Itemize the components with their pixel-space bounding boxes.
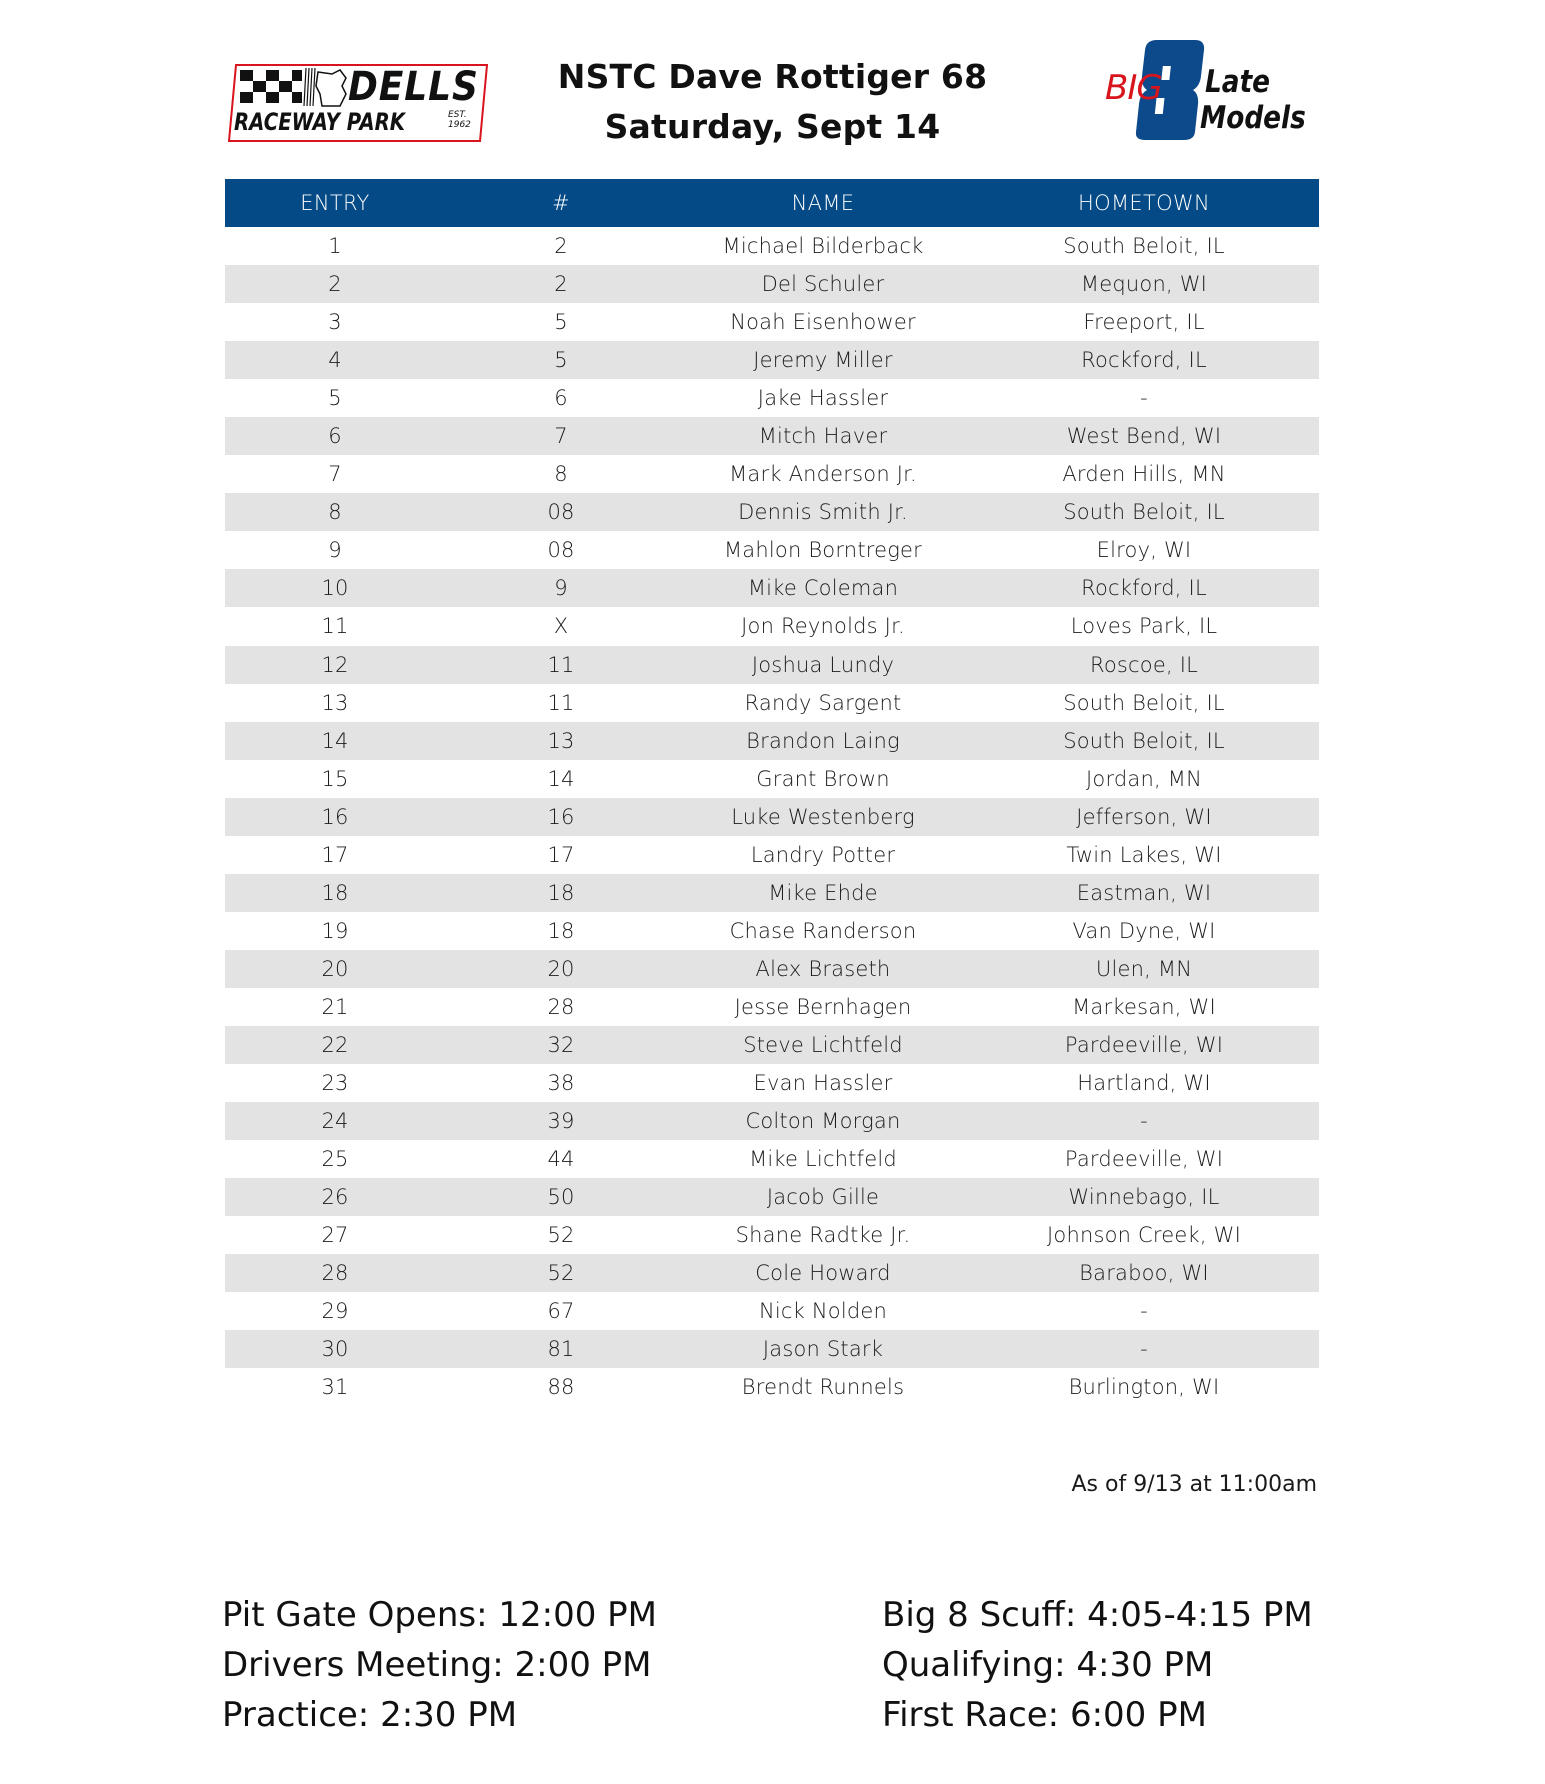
table-row (225, 1292, 1319, 1330)
cell-entry: 5 (328, 386, 342, 411)
cell-hometown: Twin Lakes, WI (1066, 842, 1222, 867)
cell-hometown: West Bend, WI (1066, 424, 1222, 449)
cell-car-number: 18 (547, 918, 575, 943)
cell-entry: 14 (321, 728, 349, 753)
cell-driver-name: Jacob Gille (766, 1185, 880, 1210)
cell-entry: 27 (321, 1223, 349, 1248)
schedule-right-column (882, 1590, 1313, 1740)
table-row (225, 1102, 1319, 1140)
cell-car-number: X (553, 614, 569, 639)
table-row (225, 1216, 1319, 1254)
cell-hometown: Baraboo, WI (1079, 1261, 1209, 1286)
cell-driver-name: Brendt Runnels (741, 1375, 905, 1400)
cell-hometown: South Beloit, IL (1063, 500, 1225, 525)
table-row (225, 798, 1319, 836)
cell-hometown: Johnson Creek, WI (1047, 1223, 1241, 1248)
cell-hometown: Loves Park, IL (1070, 614, 1218, 639)
cell-driver-name: Jesse Bernhagen (734, 994, 912, 1019)
cell-entry: 25 (321, 1147, 349, 1172)
cell-entry: 7 (328, 462, 342, 487)
cell-hometown: - (1140, 1337, 1148, 1362)
cell-entry: 23 (321, 1071, 349, 1096)
dells-wordmark: DELLS (348, 64, 479, 110)
table-body (225, 227, 1319, 1406)
cell-driver-name: Nick Nolden (758, 1299, 888, 1324)
cell-hometown: Roscoe, IL (1090, 652, 1198, 677)
cell-car-number: 8 (554, 462, 568, 487)
column-header-name: NAME (791, 191, 855, 215)
table-row (225, 341, 1319, 379)
cell-hometown: Rockford, IL (1081, 348, 1207, 373)
table-row (225, 607, 1319, 645)
cell-car-number: 28 (547, 994, 575, 1019)
cell-driver-name: Cole Howard (755, 1261, 891, 1286)
table-row (225, 646, 1319, 684)
cell-car-number: 88 (547, 1375, 575, 1400)
cell-driver-name: Landry Potter (750, 842, 896, 867)
cell-entry: 2 (328, 272, 342, 297)
cell-entry: 24 (321, 1109, 349, 1134)
cell-car-number: 44 (547, 1147, 575, 1172)
table-row (225, 1330, 1319, 1368)
cell-entry: 29 (321, 1299, 349, 1324)
cell-car-number: 7 (554, 424, 568, 449)
cell-car-number: 32 (547, 1033, 575, 1057)
cell-car-number: 39 (547, 1109, 575, 1134)
cell-driver-name: Evan Hassler (753, 1071, 893, 1096)
cell-car-number: 9 (554, 576, 568, 601)
cell-entry: 6 (328, 424, 342, 449)
table-row (225, 836, 1319, 874)
cell-driver-name: Grant Brown (756, 766, 890, 791)
cell-hometown: Pardeeville, WI (1064, 1033, 1224, 1057)
schedule-practice: Practice: 2:30 PM (222, 1695, 518, 1735)
cell-hometown: Elroy, WI (1096, 538, 1192, 563)
table-row (225, 1064, 1319, 1102)
cell-driver-name: Mahlon Borntreger (723, 538, 923, 563)
cell-driver-name: Michael Bilderback (722, 234, 924, 259)
cell-entry: 3 (328, 310, 342, 335)
cell-car-number: 2 (554, 272, 568, 297)
cell-hometown: Burlington, WI (1068, 1375, 1220, 1400)
cell-hometown: - (1140, 1299, 1148, 1324)
cell-hometown: South Beloit, IL (1063, 690, 1225, 715)
cell-car-number: 14 (547, 766, 575, 791)
table-row (225, 722, 1319, 760)
last-updated-note: As of 9/13 at 11:00am (1071, 1472, 1317, 1497)
cell-entry: 1 (328, 234, 342, 259)
entry-list-table (225, 179, 1319, 1406)
cell-driver-name: Mike Lichtfeld (749, 1147, 897, 1172)
table-row (225, 1368, 1319, 1406)
raceway-park-wordmark: RACEWAY PARK (234, 108, 406, 136)
cell-driver-name: Colton Morgan (745, 1109, 901, 1134)
cell-car-number: 5 (554, 348, 568, 373)
schedule-scuff: Big 8 Scuff: 4:05-4:15 PM (882, 1595, 1313, 1635)
table-row (225, 912, 1319, 950)
cell-hometown: Markesan, WI (1072, 994, 1216, 1019)
cell-car-number: 20 (547, 956, 575, 981)
cell-entry: 19 (321, 918, 349, 943)
table-header (225, 179, 1319, 227)
cell-entry: 26 (321, 1185, 349, 1210)
cell-entry: 8 (328, 500, 342, 525)
cell-driver-name: Jon Reynolds Jr. (741, 614, 905, 639)
cell-hometown: South Beloit, IL (1063, 728, 1225, 753)
cell-driver-name: Mark Anderson Jr. (729, 462, 917, 487)
schedule-pit-gate: Pit Gate Opens: 12:00 PM (222, 1595, 657, 1635)
table-row (225, 1026, 1319, 1064)
cell-entry: 12 (321, 652, 349, 677)
cell-entry: 13 (321, 690, 349, 715)
cell-entry: 18 (321, 880, 349, 905)
schedule-left-column (222, 1590, 657, 1740)
table-row (225, 531, 1319, 569)
cell-car-number: 08 (547, 538, 575, 563)
cell-car-number: 6 (554, 386, 568, 411)
table-row (225, 1140, 1319, 1178)
schedule-first-race: First Race: 6:00 PM (882, 1695, 1207, 1735)
cell-hometown: South Beloit, IL (1063, 234, 1225, 259)
cell-hometown: Hartland, WI (1077, 1071, 1211, 1096)
cell-driver-name: Mike Coleman (747, 576, 899, 601)
cell-entry: 17 (321, 842, 349, 867)
cell-driver-name: Jake Hassler (757, 386, 889, 411)
schedule-drivers-meeting: Drivers Meeting: 2:00 PM (222, 1645, 652, 1685)
cell-driver-name: Mitch Haver (758, 424, 888, 449)
event-date: Saturday, Sept 14 (604, 107, 941, 146)
cell-entry: 31 (321, 1375, 349, 1400)
schedule-qualifying: Qualifying: 4:30 PM (882, 1645, 1214, 1685)
cell-driver-name: Del Schuler (761, 272, 885, 297)
cell-driver-name: Jeremy Miller (753, 348, 893, 373)
cell-car-number: 5 (554, 310, 568, 335)
column-header-hometown: HOMETOWN (1078, 191, 1210, 215)
cell-driver-name: Alex Braseth (755, 956, 891, 981)
table-row (225, 760, 1319, 798)
table-row (225, 493, 1319, 531)
cell-car-number: 08 (547, 500, 575, 525)
cell-car-number: 16 (547, 804, 575, 829)
cell-hometown: Jordan, MN (1086, 766, 1202, 791)
cell-driver-name: Joshua Lundy (751, 652, 895, 677)
cell-driver-name: Chase Randerson (729, 918, 917, 943)
table-row (225, 1254, 1319, 1292)
table-row (225, 303, 1319, 341)
models-text: Models (1200, 100, 1306, 136)
cell-car-number: 50 (547, 1185, 575, 1210)
cell-entry: 9 (328, 538, 342, 563)
est-text: EST. (448, 110, 467, 120)
table-row (225, 874, 1319, 912)
cell-car-number: 52 (547, 1223, 575, 1248)
cell-entry: 11 (321, 614, 349, 639)
cell-hometown: - (1140, 1109, 1148, 1134)
table-row (225, 265, 1319, 303)
table-row (225, 417, 1319, 455)
cell-entry: 21 (321, 994, 349, 1019)
table-row (225, 455, 1319, 493)
cell-hometown: Pardeeville, WI (1064, 1147, 1224, 1172)
cell-entry: 10 (321, 576, 349, 601)
cell-car-number: 52 (547, 1261, 575, 1286)
est-label (448, 110, 471, 130)
column-header-number: # (552, 191, 570, 215)
table-row (225, 1178, 1319, 1216)
cell-car-number: 13 (547, 728, 575, 753)
cell-driver-name: Brandon Laing (746, 728, 900, 753)
late-text: Late (1205, 64, 1271, 100)
cell-car-number: 38 (547, 1071, 575, 1096)
cell-entry: 4 (328, 348, 342, 373)
table-row (225, 379, 1319, 417)
table-row (225, 988, 1319, 1026)
cell-entry: 20 (321, 956, 349, 981)
cell-car-number: 11 (547, 652, 575, 677)
table-row (225, 950, 1319, 988)
table-row (225, 684, 1319, 722)
cell-hometown: Jefferson, WI (1076, 804, 1212, 829)
wisconsin-map-icon (316, 70, 346, 106)
cell-driver-name: Luke Westenberg (731, 804, 915, 829)
cell-entry: 16 (321, 804, 349, 829)
cell-hometown: - (1140, 386, 1148, 411)
cell-hometown: Winnebago, IL (1068, 1185, 1220, 1210)
column-header-entry: ENTRY (300, 191, 370, 215)
est-year: 1962 (448, 120, 471, 130)
event-name: NSTC Dave Rottiger 68 (557, 57, 988, 96)
cell-hometown: Van Dyne, WI (1072, 918, 1216, 943)
cell-driver-name: Shane Radtke Jr. (735, 1223, 911, 1248)
cell-hometown: Arden Hills, MN (1062, 462, 1226, 487)
cell-hometown: Ulen, MN (1095, 956, 1193, 981)
cell-entry: 30 (321, 1337, 349, 1362)
cell-hometown: Eastman, WI (1076, 880, 1212, 905)
cell-driver-name: Dennis Smith Jr. (738, 500, 908, 525)
cell-driver-name: Randy Sargent (744, 690, 902, 715)
cell-hometown: Rockford, IL (1081, 576, 1207, 601)
cell-entry: 22 (321, 1033, 349, 1057)
table-row (225, 227, 1319, 265)
big-8-late-models-logo (1105, 36, 1320, 144)
event-title (520, 52, 1025, 152)
cell-car-number: 81 (547, 1337, 575, 1362)
table-row (225, 569, 1319, 607)
cell-driver-name: Mike Ehde (768, 880, 878, 905)
cell-driver-name: Noah Eisenhower (730, 310, 916, 335)
cell-car-number: 18 (547, 880, 575, 905)
cell-driver-name: Steve Lichtfeld (743, 1033, 903, 1057)
cell-hometown: Freeport, IL (1083, 310, 1205, 335)
cell-entry: 28 (321, 1261, 349, 1286)
cell-car-number: 17 (547, 842, 575, 867)
cell-car-number: 11 (547, 690, 575, 715)
dells-raceway-park-logo (228, 64, 488, 142)
cell-entry: 15 (321, 766, 349, 791)
big-text: BIG (1105, 68, 1162, 108)
cell-car-number: 2 (554, 234, 568, 259)
cell-driver-name: Jason Stark (762, 1337, 884, 1362)
cell-hometown: Mequon, WI (1080, 272, 1208, 297)
cell-car-number: 67 (547, 1299, 575, 1324)
